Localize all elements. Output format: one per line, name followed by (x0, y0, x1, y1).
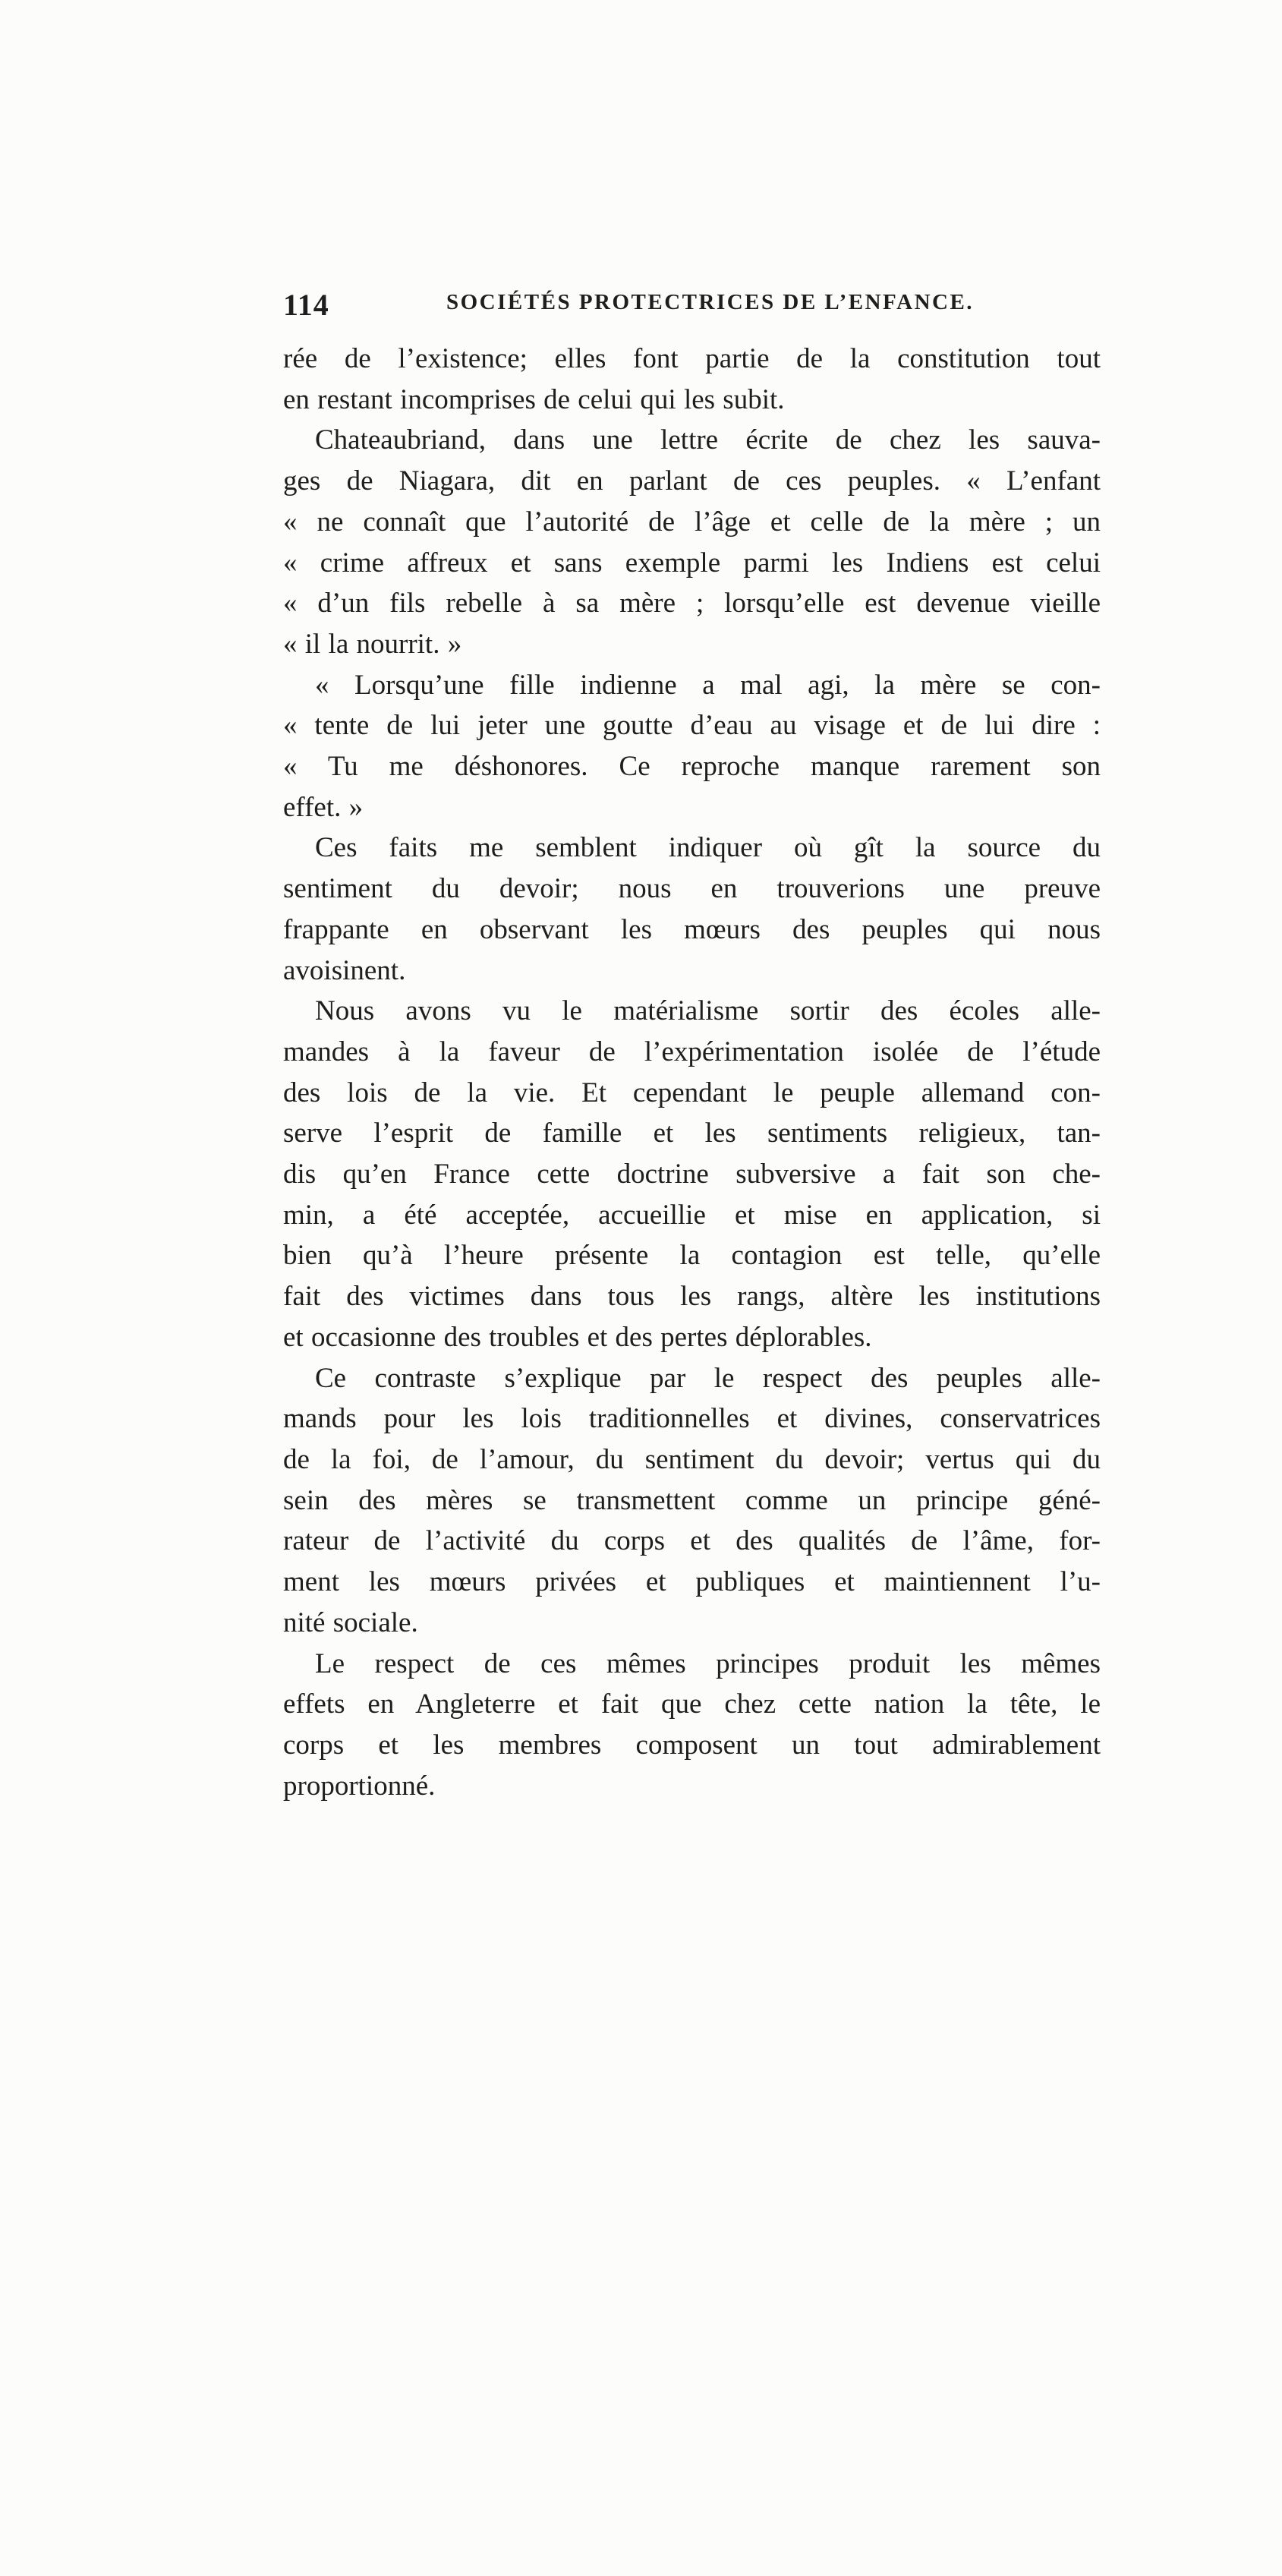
text-line: de la foi, de l’amour, du sentiment du devoir; vertus qui du (283, 1443, 1101, 1475)
text-line: des lois de la vie. Et cependant le peuple allemand con- (283, 1077, 1101, 1108)
text-line: « tente de lui jeter une goutte d’eau au visage et de lui dire : (283, 710, 1101, 742)
text-line: Ce contraste s’explique par le respect des peuples alle- (315, 1362, 1101, 1394)
text-line: dis qu’en France cette doctrine subversive a fait son che- (283, 1159, 1101, 1190)
text-line: nité sociale. (283, 1606, 418, 1638)
text-line: frappante en observant les mœurs des peuples qui nous (283, 913, 1101, 945)
body-text (283, 339, 1101, 1806)
text-line: mandes à la faveur de l’expérimentation isolée de l’étude (283, 1036, 1101, 1067)
text-line: ment les mœurs privées et publiques et maintiennent l’u- (283, 1566, 1101, 1598)
text-line: Le respect de ces mêmes principes produit les mêmes (315, 1647, 1101, 1679)
page-number: 114 (283, 288, 329, 322)
text-line: rateur de l’activité du corps et des qualités de l’âme, for- (283, 1525, 1101, 1557)
text-line: corps et les membres composent un tout admirablement (283, 1729, 1101, 1761)
page-header (283, 281, 1101, 326)
text-line: fait des victimes dans tous les rangs, altère les institutions (283, 1281, 1101, 1313)
text-line: « Tu me déshonores. Ce reproche manque rarement son (283, 751, 1101, 783)
running-head: SOCIÉTÉS PROTECTRICES DE L’ENFANCE. (446, 290, 975, 314)
text-line: serve l’esprit de famille et les sentiments religieux, tan- (283, 1118, 1101, 1149)
text-line: « ne connaît que l’autorité de l’âge et celle de la mère ; un (283, 506, 1101, 538)
text-line: Chateaubriand, dans une lettre écrite de chez les sauva- (315, 424, 1101, 456)
text-line: « il la nourrit. » (283, 628, 462, 660)
text-line: ges de Niagara, dit en parlant de ces peuples. « L’enfant (283, 465, 1101, 497)
text-line: min, a été acceptée, accueillie et mise en application, si (283, 1199, 1101, 1231)
text-line: bien qu’à l’heure présente la contagion est telle, qu’elle (283, 1240, 1101, 1272)
text-line: sentiment du devoir; nous en trouverions une preuve (283, 873, 1101, 905)
text-line: avoisinent. (283, 954, 406, 986)
text-line: rée de l’existence; elles font partie de la constitution tout (283, 343, 1101, 374)
text-line: « crime affreux et sans exemple parmi les Indiens est celui (283, 547, 1101, 579)
text-line: sein des mères se transmettent comme un principe géné- (283, 1484, 1101, 1516)
text-line: mands pour les lois traditionnelles et divines, conservatrices (283, 1403, 1101, 1435)
text-line: effet. » (283, 791, 364, 823)
text-line: et occasionne des troubles et des pertes déplorables. (283, 1321, 872, 1353)
text-line: proportionné. (283, 1770, 436, 1802)
text-line: Ces faits me semblent indiquer où gît la source du (315, 832, 1101, 864)
text-line: « Lorsqu’une fille indienne a mal agi, la mère se con- (315, 669, 1101, 701)
text-line: effets en Angleterre et fait que chez cette nation la tête, le (283, 1688, 1101, 1720)
text-line: en restant incomprises de celui qui les subit. (283, 383, 785, 415)
text-line: « d’un fils rebelle à sa mère ; lorsqu’elle est devenue vieille (283, 588, 1101, 620)
text-line: Nous avons vu le matérialisme sortir des écoles alle- (315, 995, 1101, 1027)
